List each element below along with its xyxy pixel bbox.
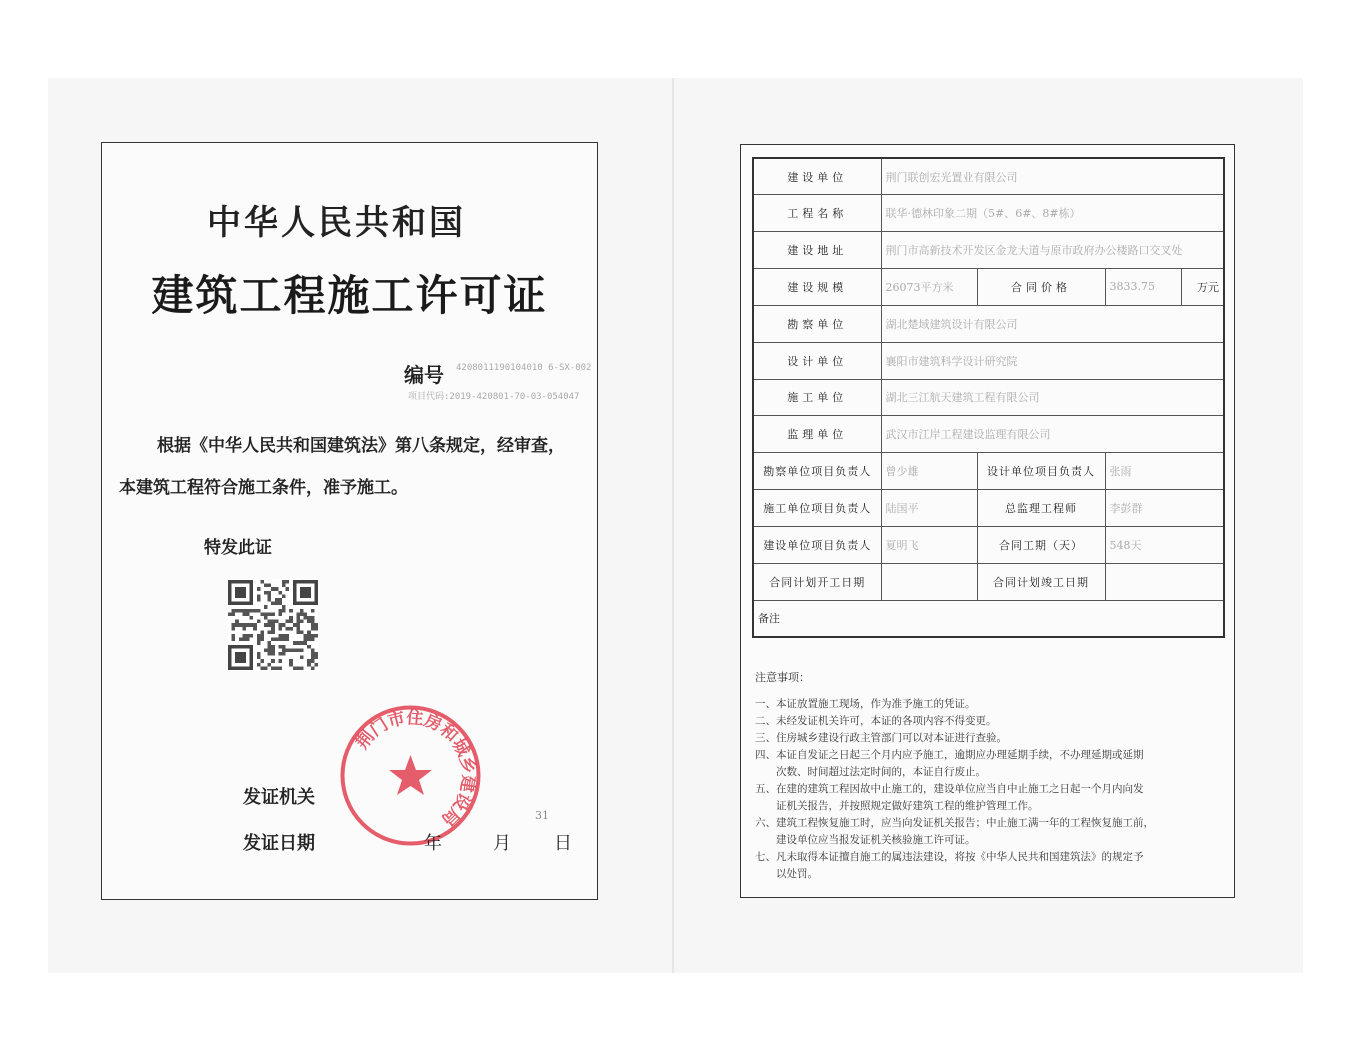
field-label: 总监理工程师: [977, 490, 1105, 527]
field-label: 合同工期（天）: [977, 526, 1105, 563]
country-name: 中华人民共和国: [207, 203, 466, 243]
table-row: [753, 232, 1224, 269]
special-issue-text: 特发此证: [204, 538, 272, 558]
issue-day-value: 31: [535, 809, 549, 822]
table-row: [753, 490, 1224, 527]
field-value: 夏明飞: [881, 526, 977, 563]
field-label: 施工单位项目负责人: [753, 490, 881, 527]
field-label: 勘察单位项目负责人: [753, 453, 881, 490]
list-item: 建设单位应当报发证机关核验施工许可证。: [755, 834, 976, 846]
price-unit: 万元: [1181, 269, 1224, 306]
notes-list: [755, 696, 1225, 883]
list-item: 证机关报告，并按照规定做好建筑工程的维护管理工作。: [755, 800, 1039, 812]
field-value: [1105, 563, 1224, 600]
remarks-label: 备注: [758, 612, 780, 626]
list-item: 次数、时间超过法定时间的，本证自行废止。: [755, 766, 986, 778]
table-row: [753, 600, 1224, 637]
legal-basis-line-1: 根据《中华人民共和国建筑法》第八条规定，经审查，: [157, 436, 565, 456]
table-row: [753, 379, 1224, 416]
field-value: 荆门联创宏光置业有限公司: [881, 158, 1224, 195]
list-item: 二、未经发证机关许可，本证的各项内容不得变更。: [755, 715, 997, 727]
field-label: 建设规模: [753, 269, 881, 306]
field-label: 建设单位项目负责人: [753, 526, 881, 563]
list-item: 一、本证放置施工现场，作为准予施工的凭证。: [755, 698, 976, 710]
field-label: 建设单位: [753, 158, 881, 195]
notes-title: 注意事项：: [755, 671, 810, 684]
table-row: [753, 526, 1224, 563]
issuing-authority-label: 发证机关: [243, 787, 315, 808]
field-value: 武汉市江岸工程建设监理有限公司: [881, 416, 1224, 453]
field-value: 湖北楚域建筑设计有限公司: [881, 305, 1224, 342]
field-label: 设计单位: [753, 342, 881, 379]
project-code: 项目代码:2019-420801-70-03-054047: [408, 392, 580, 402]
permit-cover-page: [101, 142, 598, 900]
list-item: 七、凡未取得本证擅自施工的属违法建设，将按《中华人民共和国建筑法》的规定予: [755, 851, 1144, 863]
project-info-table: [752, 157, 1225, 638]
table-row: [753, 269, 1224, 306]
permit-title: 建筑工程施工许可证: [151, 271, 548, 320]
field-value: 联华·德林印象二期（5#、6#、8#栋）: [881, 195, 1224, 232]
field-label: 勘察单位: [753, 305, 881, 342]
table-row: [753, 305, 1224, 342]
date-day-unit: 日: [554, 833, 572, 854]
permit-number-label: 编号: [404, 363, 444, 387]
legal-basis-line-2: 本建筑工程符合施工条件，准予施工。: [119, 478, 408, 498]
field-value: 襄阳市建筑科学设计研究院: [881, 342, 1224, 379]
table-row: [753, 563, 1224, 600]
field-value: 陆国平: [881, 490, 977, 527]
remarks-cell: [753, 600, 1224, 637]
qr-code-icon: [228, 579, 318, 671]
field-label: 设计单位项目负责人: [977, 453, 1105, 490]
table-row: [753, 158, 1224, 195]
field-value: 荆门市高新技术开发区金龙大道与原市政府办公楼路口交叉处: [881, 232, 1224, 269]
field-label: 工程名称: [753, 195, 881, 232]
list-item: 以处罚。: [755, 868, 818, 880]
table-row: [753, 342, 1224, 379]
field-value: 湖北三江航天建筑工程有限公司: [881, 379, 1224, 416]
table-row: [753, 416, 1224, 453]
field-value: 曾少雄: [881, 453, 977, 490]
field-value: 张雨: [1105, 453, 1224, 490]
permit-details-page: [740, 144, 1235, 898]
seal-text: 荆门市住房和城乡建设局: [352, 708, 479, 830]
field-value: 26073平方米: [881, 269, 977, 306]
page-fold: [672, 78, 674, 973]
date-month-unit: 月: [493, 833, 511, 854]
field-label: 合同计划开工日期: [753, 563, 881, 600]
list-item: 六、建筑工程恢复施工时，应当向发证机关报告；中止施工满一年的工程恢复施工前，: [755, 817, 1154, 829]
list-item: 四、本证自发证之日起三个月内应予施工，逾期应办理延期手续，不办理延期或延期: [755, 749, 1144, 761]
field-label: 建设地址: [753, 232, 881, 269]
field-value: 548天: [1105, 526, 1224, 563]
table-row: [753, 453, 1224, 490]
field-label: 监理单位: [753, 416, 881, 453]
permit-number-value: 4208011190104010 6-SX-002: [456, 363, 592, 373]
issue-date-label: 发证日期: [243, 833, 315, 854]
date-year-unit: 年: [424, 833, 442, 854]
field-value: [881, 563, 977, 600]
field-value: 李彭群: [1105, 490, 1224, 527]
field-label: 合同价格: [977, 269, 1105, 306]
official-seal-icon: [338, 703, 483, 848]
svg-text:荆门市住房和城乡建设局: [353, 707, 479, 829]
list-item: 五、在建的建筑工程因故中止施工的，建设单位应当自中止施工之日起一个月内向发: [755, 783, 1144, 795]
list-item: 三、住房城乡建设行政主管部门可以对本证进行查验。: [755, 732, 1007, 744]
field-label: 施工单位: [753, 379, 881, 416]
field-label: 合同计划竣工日期: [977, 563, 1105, 600]
field-value: 3833.75: [1105, 269, 1181, 306]
table-row: [753, 195, 1224, 232]
